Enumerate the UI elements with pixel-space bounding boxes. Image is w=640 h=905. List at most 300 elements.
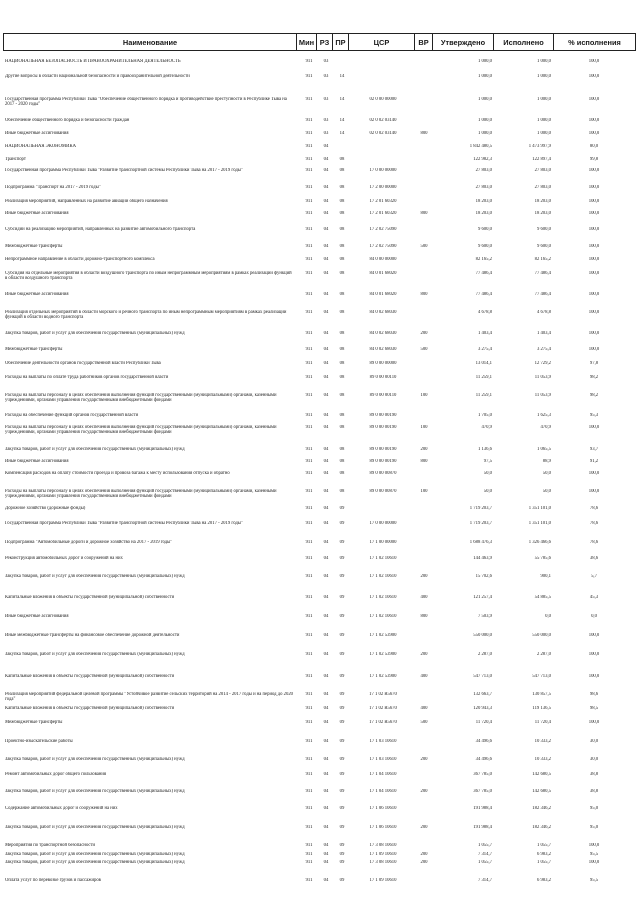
cell-rz: 04	[323, 244, 329, 249]
cell-executed: 50,0	[542, 471, 551, 476]
cell-executed: 130 857,5	[532, 692, 551, 697]
cell-name: Оплата услуг по перевозке грузов и пассажиров	[5, 878, 101, 883]
cell-approved: 34 496,6	[475, 739, 492, 744]
header-pr: ПР	[333, 34, 349, 51]
cell-name: Межбюджетные трансферты	[5, 347, 63, 352]
cell-executed: 1 403,4	[536, 331, 551, 336]
cell-approved: 1 000,0	[477, 131, 492, 136]
cell-pr: 08	[339, 310, 345, 315]
cell-executed: 9 600,0	[536, 244, 551, 249]
cell-approved: 1 842 480,5	[469, 144, 492, 149]
cell-approved: 27 803,0	[475, 168, 492, 173]
cell-rz: 04	[323, 674, 329, 679]
cell-pr: 09	[339, 739, 345, 744]
cell-approved: 2 287,0	[477, 652, 492, 657]
header-min: Мин	[297, 34, 317, 51]
cell-pr: 09	[339, 825, 345, 830]
cell-name: Проектно-изыскательские работы	[5, 739, 73, 744]
cell-csr: 89 0 00 00110	[369, 393, 397, 398]
cell-csr: 17 1 02 53900	[369, 633, 397, 638]
cell-pr: 08	[339, 227, 345, 232]
cell-csr: 17 3 08 10610	[369, 843, 397, 848]
cell-pct: 95,3	[589, 413, 599, 418]
cell-executed: 6 983,2	[536, 878, 551, 883]
cell-csr: 17 2 02 75090	[369, 227, 397, 232]
cell-min: 911	[305, 447, 313, 452]
cell-rz: 04	[323, 144, 329, 149]
cell-name: Межбюджетные трансферты	[5, 720, 63, 725]
cell-pct: 78,6	[589, 540, 599, 545]
cell-rz: 04	[323, 521, 329, 526]
cell-csr: 89 0 00 00000	[369, 361, 397, 366]
cell-rz: 04	[323, 706, 329, 711]
cell-executed: 1 000,0	[536, 131, 551, 136]
cell-pct: 100,0	[588, 59, 600, 64]
cell-pr: 09	[339, 674, 345, 679]
cell-rz: 04	[323, 556, 329, 561]
cell-name: Подпрограмма "Автомобильные дороги и дорожное хозяйство на 2017 - 2019 годы"	[5, 540, 173, 545]
cell-approved: 4 678,8	[477, 310, 492, 315]
cell-name: Закупка товаров, работ и услуг для обеспечения государственных (муниципальных) нужд	[5, 852, 185, 857]
cell-name: Закупка товаров, работ и услуг для обеспечения государственных (муниципальных) нужд	[5, 789, 185, 794]
cell-name: Закупка товаров, работ и услуг для обеспечения государственных (муниципальных) нужд	[5, 757, 185, 762]
cell-min: 911	[305, 375, 313, 380]
cell-pr: 09	[339, 652, 345, 657]
cell-vr: 100	[420, 425, 428, 430]
cell-rz: 04	[323, 425, 329, 430]
cell-csr: 17 1 09 10610	[369, 878, 397, 883]
cell-pr: 09	[339, 540, 345, 545]
cell-approved: 27 803,0	[475, 185, 492, 190]
cell-approved: 11 259,1	[475, 375, 492, 380]
cell-pr: 09	[339, 878, 345, 883]
cell-pct: 100,0	[588, 244, 600, 249]
cell-pct: 97,8	[589, 361, 599, 366]
cell-name: Содержание автомобильных дорог и сооружений на них	[5, 806, 118, 811]
cell-min: 911	[305, 347, 313, 352]
cell-min: 911	[305, 227, 313, 232]
cell-pct: 100,0	[588, 843, 600, 848]
cell-pr: 08	[339, 447, 345, 452]
cell-name: Расходы на выплаты по оплате труда работников органов государственной власти	[5, 375, 169, 380]
cell-rz: 04	[323, 331, 329, 336]
cell-min: 911	[305, 706, 313, 711]
cell-executed: 9 600,0	[536, 227, 551, 232]
cell-rz: 04	[323, 652, 329, 657]
cell-pr: 08	[339, 271, 345, 276]
cell-pct: 38,6	[589, 556, 599, 561]
cell-min: 911	[305, 489, 313, 494]
cell-min: 911	[305, 361, 313, 366]
cell-approved: 9 600,0	[477, 244, 492, 249]
cell-name: Субсидия на отдельные мероприятия в области воздушного транспорта по иным непрограммным мероприятиям в рамках реализации функций в области воздушного транспорта	[5, 271, 292, 282]
cell-min: 911	[305, 843, 313, 848]
cell-executed: 10 333,2	[534, 757, 551, 762]
cell-vr: 800	[420, 292, 428, 297]
cell-min: 911	[305, 292, 313, 297]
cell-rz: 04	[323, 739, 329, 744]
cell-approved: 9 600,0	[477, 227, 492, 232]
cell-csr: 89 0 00 00190	[369, 459, 397, 464]
cell-csr: 84 0 02 68030	[369, 331, 397, 336]
cell-rz: 04	[323, 413, 329, 418]
cell-pr: 08	[339, 331, 345, 336]
cell-executed: 142 680,5	[532, 772, 551, 777]
cell-approved: 18 203,0	[475, 211, 492, 216]
header-csr: ЦСР	[349, 34, 415, 51]
cell-executed: 11 720,4	[534, 720, 551, 725]
cell-min: 911	[305, 652, 313, 657]
cell-pr: 09	[339, 521, 345, 526]
cell-approved: 7 314,7	[477, 878, 492, 883]
cell-executed: 10 333,2	[534, 739, 551, 744]
cell-approved: 191 988,4	[473, 806, 492, 811]
cell-rz: 04	[323, 168, 329, 173]
header-vr: ВР	[415, 34, 433, 51]
cell-approved: 1 688 476,3	[469, 540, 492, 545]
cell-min: 911	[305, 425, 313, 430]
cell-pr: 09	[339, 706, 345, 711]
cell-approved: 77 486,4	[475, 271, 492, 276]
cell-executed: 182 346,2	[532, 825, 551, 830]
cell-executed: 54 885,5	[534, 595, 551, 600]
cell-name: Непрограммное направление в области дорожно-транспортного комплекса	[5, 257, 155, 262]
cell-name: Транспорт	[5, 157, 26, 162]
cell-executed: 2 287,0	[536, 652, 551, 657]
cell-name: Межбюджетные трансферты	[5, 244, 63, 249]
cell-csr: 17 1 06 10610	[369, 825, 397, 830]
cell-pr: 08	[339, 257, 345, 262]
cell-min: 911	[305, 211, 313, 216]
cell-pct: 95,5	[589, 852, 599, 857]
cell-rz: 04	[323, 257, 329, 262]
cell-min: 911	[305, 806, 313, 811]
cell-executed: 77 486,4	[534, 271, 551, 276]
cell-csr: 17 1 03 10610	[369, 757, 397, 762]
cell-approved: 367 785,0	[473, 789, 492, 794]
cell-min: 911	[305, 852, 313, 857]
cell-name: Компенсация расходов на оплату стоимости проезда и провоза багажа к месту использования отпуска и обратно	[5, 471, 230, 476]
cell-csr: 89 0 00 00870	[369, 471, 397, 476]
cell-min: 911	[305, 614, 313, 619]
cell-vr: 200	[420, 860, 428, 865]
cell-name: Закупка товаров, работ и услуг для обеспечения государственных (муниципальных) нужд	[5, 331, 185, 336]
cell-executed: 1 000,0	[536, 118, 551, 123]
cell-name: Ремонт автомобильных дорог общего пользования	[5, 772, 107, 777]
cell-rz: 03	[323, 74, 329, 79]
cell-csr: 17 2 01 60320	[369, 211, 397, 216]
cell-approved: 50,0	[483, 489, 492, 494]
cell-csr: 17 2 00 00000	[369, 185, 397, 190]
cell-pct: 100,0	[588, 633, 600, 638]
cell-rz: 04	[323, 271, 329, 276]
cell-pct: 80,0	[589, 144, 599, 149]
cell-executed: 1 351 101,0	[528, 506, 551, 511]
cell-vr: 400	[420, 674, 428, 679]
cell-pr: 08	[339, 459, 345, 464]
cell-rz: 04	[323, 310, 329, 315]
cell-name: Подпрограмма "Транспорт на 2017 - 2019 годы"	[5, 185, 101, 190]
cell-min: 911	[305, 97, 313, 102]
cell-pct: 100,0	[588, 271, 600, 276]
cell-rz: 04	[323, 772, 329, 777]
cell-pct: 78,6	[589, 506, 599, 511]
cell-executed: 1 000,0	[536, 59, 551, 64]
cell-approved: 1 000,0	[477, 59, 492, 64]
cell-pr: 14	[339, 118, 345, 123]
cell-pct: 38,8	[589, 789, 599, 794]
cell-pct: 100,0	[588, 292, 600, 297]
cell-approved: 1 000,0	[477, 97, 492, 102]
cell-pct: 100,0	[588, 211, 600, 216]
cell-min: 911	[305, 556, 313, 561]
cell-rz: 04	[323, 860, 329, 865]
cell-pct: 100,0	[588, 257, 600, 262]
cell-executed: 182 346,2	[532, 806, 551, 811]
cell-pct: 91,2	[589, 459, 599, 464]
cell-rz: 03	[323, 131, 329, 136]
header-rz: РЗ	[317, 34, 333, 51]
cell-name: Иные бюджетные ассигнования	[5, 131, 69, 136]
cell-approved: 1 000,0	[477, 118, 492, 123]
table-header	[3, 33, 636, 51]
cell-csr: 17 1 02 10610	[369, 556, 397, 561]
cell-min: 911	[305, 118, 313, 123]
cell-csr: 84 0 01 68020	[369, 271, 397, 276]
cell-vr: 200	[420, 757, 428, 762]
cell-min: 911	[305, 131, 313, 136]
cell-approved: 7 314,7	[477, 852, 492, 857]
cell-pct: 30,0	[589, 757, 599, 762]
cell-pct: 100,0	[588, 860, 600, 865]
cell-approved: 550 000,0	[473, 633, 492, 638]
cell-min: 911	[305, 878, 313, 883]
cell-rz: 04	[323, 540, 329, 545]
cell-csr: 17 1 02 10610	[369, 574, 397, 579]
cell-executed: 4 678,8	[536, 310, 551, 315]
cell-csr: 17 1 09 10610	[369, 852, 397, 857]
cell-rz: 04	[323, 789, 329, 794]
cell-pct: 98,2	[589, 393, 599, 398]
cell-min: 911	[305, 860, 313, 865]
cell-pr: 08	[339, 375, 345, 380]
cell-pct: 100,0	[588, 310, 600, 315]
cell-rz: 04	[323, 393, 329, 398]
cell-min: 911	[305, 157, 313, 162]
cell-pr: 14	[339, 97, 345, 102]
cell-rz: 04	[323, 852, 329, 857]
cell-csr: 17 0 00 00000	[369, 521, 397, 526]
cell-csr: 02 0 00 00000	[369, 97, 397, 102]
cell-pct: 98,6	[589, 692, 599, 697]
cell-min: 911	[305, 595, 313, 600]
cell-executed: 18 203,0	[534, 211, 551, 216]
cell-name: Субсидии на реализацию мероприятий, направленных на развитие автомобильного транспорта	[5, 227, 196, 232]
cell-vr: 500	[420, 347, 428, 352]
cell-csr: 84 0 02 68030	[369, 347, 397, 352]
cell-min: 911	[305, 310, 313, 315]
cell-name: Иные бюджетные ассигнования	[5, 614, 69, 619]
cell-csr: 17 1 04 10610	[369, 789, 397, 794]
cell-pr: 08	[339, 471, 345, 476]
cell-pr: 08	[339, 185, 345, 190]
cell-csr: 17 1 03 10610	[369, 739, 397, 744]
cell-name: Иные бюджетные ассигнования	[5, 211, 69, 216]
cell-pct: 93,7	[589, 447, 599, 452]
cell-name: Мероприятия по транспортной безопасности	[5, 843, 96, 848]
cell-name: Расходы на выплаты персоналу в целях обеспечения выполнения функций государственными (муниципальными) органами, казенными учреждениями, органами управления государственными внебюджетными фондами	[5, 393, 277, 404]
cell-pr: 09	[339, 772, 345, 777]
cell-approved: 1 136,6	[477, 447, 492, 452]
cell-pct: 100,0	[588, 347, 600, 352]
cell-pct: 98,5	[589, 706, 599, 711]
cell-csr: 17 1 04 10610	[369, 772, 397, 777]
cell-pr: 08	[339, 211, 345, 216]
cell-rz: 04	[323, 843, 329, 848]
cell-name: Расходы на выплаты персоналу в целях обеспечения выполнения функций государственными (муниципальными) органами, казенными учреждениями, органами управления государственными внебюджетными фондами	[5, 425, 277, 436]
cell-name: Реализация мероприятий, направленных на развитие авиации общего назначения	[5, 199, 168, 204]
cell-min: 911	[305, 271, 313, 276]
cell-pct: 100,0	[588, 652, 600, 657]
cell-pr: 08	[339, 199, 345, 204]
cell-name: Другие вопросы в области национальной безопасности и правоохранительной деятельности	[5, 74, 190, 79]
cell-csr: 17 1 06 10610	[369, 806, 397, 811]
cell-pct: 95,5	[589, 878, 599, 883]
cell-rz: 04	[323, 471, 329, 476]
cell-pr: 09	[339, 614, 345, 619]
cell-pct: 100,0	[588, 185, 600, 190]
cell-approved: 120 943,3	[473, 706, 492, 711]
cell-csr: 02 0 02 03140	[369, 118, 397, 123]
cell-executed: 122 897,4	[532, 157, 551, 162]
cell-rz: 04	[323, 825, 329, 830]
cell-csr: 89 0 00 00190	[369, 413, 397, 418]
cell-name: Дорожное хозяйство (дорожные фонды)	[5, 506, 86, 511]
cell-min: 911	[305, 739, 313, 744]
cell-csr: 17 1 02 53900	[369, 652, 397, 657]
cell-name: Закупка товаров, работ и услуг для обеспечения государственных (муниципальных) нужд	[5, 860, 185, 865]
cell-vr: 200	[420, 789, 428, 794]
cell-pct: 100,0	[588, 227, 600, 232]
cell-approved: 11 259,1	[475, 393, 492, 398]
cell-rz: 04	[323, 489, 329, 494]
cell-vr: 200	[420, 574, 428, 579]
cell-csr: 17 1 02 R5670	[369, 706, 397, 711]
cell-executed: 27 803,0	[534, 185, 551, 190]
cell-approved: 77 486,4	[475, 292, 492, 297]
cell-approved: 470,9	[481, 425, 492, 430]
cell-min: 911	[305, 789, 313, 794]
cell-rz: 04	[323, 633, 329, 638]
cell-min: 911	[305, 574, 313, 579]
cell-pr: 09	[339, 843, 345, 848]
cell-vr: 200	[420, 652, 428, 657]
cell-executed: 1 326 466,6	[528, 540, 551, 545]
cell-csr: 89 0 00 00190	[369, 447, 397, 452]
cell-csr: 17 1 02 10610	[369, 595, 397, 600]
cell-csr: 17 1 02 R5670	[369, 692, 397, 697]
cell-csr: 84 0 02 68030	[369, 310, 397, 315]
cell-name: Иные бюджетные ассигнования	[5, 459, 69, 464]
cell-approved: 1 705,0	[477, 413, 492, 418]
cell-executed: 1 473 997,9	[528, 144, 551, 149]
cell-pr: 08	[339, 393, 345, 398]
cell-pr: 09	[339, 806, 345, 811]
cell-approved: 547 713,0	[473, 674, 492, 679]
cell-vr: 800	[420, 459, 428, 464]
cell-name: Закупка товаров, работ и услуг для обеспечения государственных (муниципальных) нужд	[5, 825, 185, 830]
cell-rz: 04	[323, 199, 329, 204]
cell-pct: 30,0	[589, 739, 599, 744]
cell-min: 911	[305, 244, 313, 249]
cell-executed: 18 203,0	[534, 199, 551, 204]
cell-vr: 200	[420, 331, 428, 336]
cell-vr: 100	[420, 489, 428, 494]
cell-rz: 04	[323, 211, 329, 216]
cell-rz: 04	[323, 157, 329, 162]
cell-vr: 800	[420, 211, 428, 216]
cell-executed: 550 000,0	[532, 633, 551, 638]
cell-min: 911	[305, 720, 313, 725]
cell-csr: 17 1 00 00000	[369, 540, 397, 545]
cell-pr: 14	[339, 131, 345, 136]
cell-pr: 09	[339, 506, 345, 511]
cell-pr: 08	[339, 292, 345, 297]
cell-pct: 100,0	[588, 97, 600, 102]
cell-min: 911	[305, 257, 313, 262]
cell-min: 911	[305, 144, 313, 149]
cell-pr: 09	[339, 757, 345, 762]
cell-min: 911	[305, 540, 313, 545]
cell-pct: 100,0	[588, 425, 600, 430]
cell-pct: 99,8	[589, 157, 599, 162]
cell-executed: 119 136,5	[532, 706, 551, 711]
cell-rz: 04	[323, 595, 329, 600]
cell-executed: 1 351 101,0	[528, 521, 551, 526]
cell-pct: 100,0	[588, 674, 600, 679]
cell-executed: 142 680,5	[532, 789, 551, 794]
cell-rz: 04	[323, 447, 329, 452]
cell-pr: 09	[339, 633, 345, 638]
cell-name: НАЦИОНАЛЬНАЯ БЕЗОПАСНОСТЬ И ПРАВООХРАНИТЕЛЬНАЯ ДЕЯТЕЛЬНОСТЬ	[5, 59, 181, 64]
cell-approved: 1 055,7	[477, 843, 492, 848]
cell-pct: 95,0	[589, 825, 599, 830]
cell-approved: 367 785,0	[473, 772, 492, 777]
cell-pct: 100,0	[588, 168, 600, 173]
cell-name: Капитальные вложения в объекты государственной (муниципальной) собственности	[5, 595, 175, 600]
cell-approved: 3 275,4	[477, 347, 492, 352]
cell-pr: 08	[339, 244, 345, 249]
cell-approved: 50,0	[483, 471, 492, 476]
cell-vr: 800	[420, 614, 428, 619]
cell-vr: 200	[420, 852, 428, 857]
cell-rz: 04	[323, 185, 329, 190]
cell-name: Реализация мероприятий федеральной целевой программы "Устойчивое развитие сельских территорий на 2014 - 2017 годы и на период до 2020 года"	[5, 692, 294, 703]
cell-pct: 100,0	[588, 118, 600, 123]
cell-name: Закупка товаров, работ и услуг для обеспечения государственных (муниципальных) нужд	[5, 447, 185, 452]
cell-approved: 191 988,4	[473, 825, 492, 830]
cell-pct: 100,0	[588, 489, 600, 494]
cell-min: 911	[305, 168, 313, 173]
cell-approved: 1 719 203,7	[469, 521, 492, 526]
cell-name: Иные межбюджетные трансферты на финансовое обеспечение дорожной деятельности	[5, 633, 180, 638]
cell-rz: 04	[323, 806, 329, 811]
cell-csr: 17 2 01 60320	[369, 199, 397, 204]
cell-name: Реализация отдельных мероприятий в области морского и речного транспорта по иным непрограммным мероприятиям в рамках реализации функций в области водного транспорта	[5, 310, 287, 321]
cell-rz: 04	[323, 614, 329, 619]
cell-min: 911	[305, 199, 313, 204]
cell-pct: 78,6	[589, 521, 599, 526]
